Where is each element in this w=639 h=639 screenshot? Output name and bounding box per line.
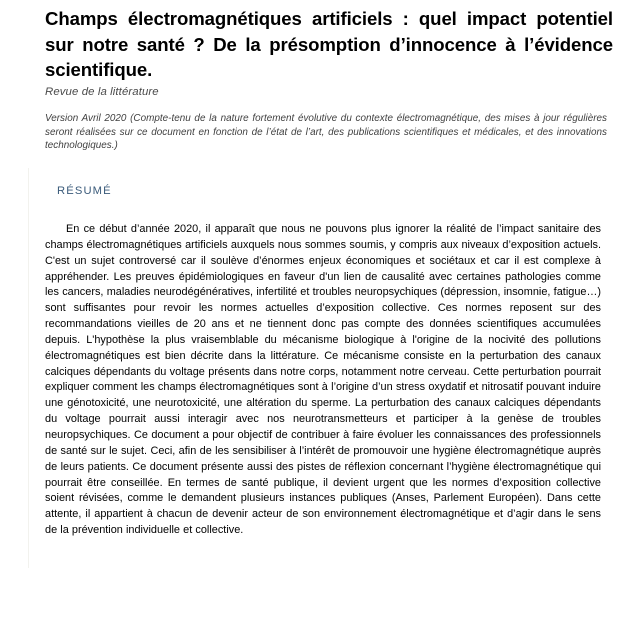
page-title: Champs électromagnétiques artificiels : quel impact potentiel sur notre santé ? De la présomption d’innocence à l’évidence scientifique.: [45, 8, 613, 80]
version-note: Version Avril 2020 (Compte-tenu de la nature fortement évolutive du contexte électromagnétique, des mises à jour régulières seront réalisées sur ce document en fonction de l’état de l’art, des publications scientifiques et médicales, et des innovations technologiques.): [45, 113, 607, 152]
abstract-heading: RÉSUMÉ: [57, 185, 112, 197]
abstract-left-rule: [28, 168, 29, 568]
title-block: [45, 6, 613, 99]
abstract-body-text: En ce début d’année 2020, il apparaît que nous ne pouvons plus ignorer la réalité de l’impact sanitaire des champs électromagnétiques artificiels auxquels nous sommes soumis, y compris aux niveaux d’exposition actuels. C'est un sujet controversé car il soulève d’énormes enjeux économiques et sociétaux et car il est complexe à appréhender. Les preuves épidémiologiques en faveur d'un lien de causalité avec certaines pathologies comme les cancers, maladies neurodégénératives, infertilité et troubles neuropsychiques (dépression, insomnie, fatigue…) sont suffisantes pour revoir les normes actuelles d’exposition collective. Ces normes reposent sur des recommandations vieilles de 20 ans et ne tiennent donc pas compte des données scientifiques accumulées depuis. L'hypothèse la plus vraisemblable du mécanisme biologique à l'origine de la nocivité des pollutions électromagnétiques est bien décrite dans la littérature. Ce mécanisme consiste en la perturbation des canaux calciques dépendants du voltage présents dans notre corps, notamment notre cerveau. Cette perturbation pourrait expliquer comment les champs électromagnétiques sont à l’origine d’un stress oxydatif et nitrosatif pouvant induire une génotoxicité, une neurotoxicité, une altération du sperme. La perturbation des canaux calciques dépendants du voltage pourrait aussi interagir avec nos neurotransmetteurs et participer à la genèse de troubles neuropsychiques. Ce document a pour objectif de contribuer à faire évoluer les connaissances des professionnels de santé sur le sujet. Ceci, afin de les sensibiliser à l’intérêt de promouvoir une hygiène électromagnétique auprès de leurs patients. Ce document présente aussi des pistes de réflexion concernant l’hygiène électromagnétique qui pourrait être conseillée. En termes de santé publique, il devient urgent que les normes d’exposition collective soient révisées, comme le demandent plusieurs instances publiques (Anses, Parlement Européen). Dans cette attente, il appartient à chacun de devenir acteur de son environnement électromagnétique et d’agir dans le sens de la prévention individuelle et collective.: [45, 223, 601, 537]
document-subtitle: Revue de la littérature: [45, 85, 159, 98]
